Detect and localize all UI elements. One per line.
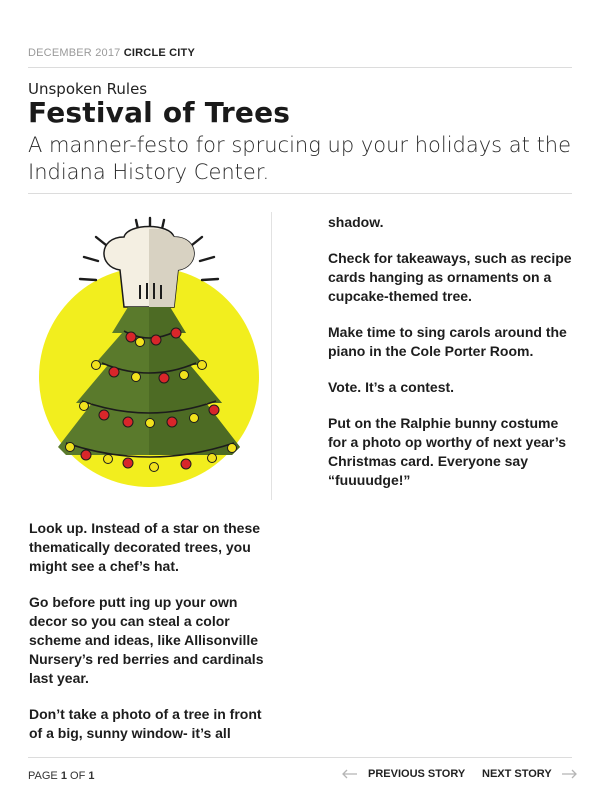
arrow-left-icon [341, 769, 358, 779]
previous-story-label: PREVIOUS STORY [368, 768, 466, 780]
body-paragraph: Look up. Instead of a star on these thematically decorated trees, you might see a chef’s hat. [29, 520, 261, 574]
body-paragraph: Go before putt ing up your own decor so you can steal a color scheme and ideas, like Allisonville Nursery’s red berries and cardinals last year. [29, 594, 264, 686]
header-divider [28, 67, 572, 68]
christmas-tree-chef-hat-illustration [36, 215, 262, 495]
page-total: 1 [88, 770, 95, 782]
article-column-left [29, 519, 269, 760]
body-paragraph: Vote. It’s a contest. [328, 379, 455, 395]
page-indicator [28, 770, 94, 782]
article-kicker: Unspoken Rules [28, 80, 148, 98]
tree-illustration-svg [36, 215, 262, 495]
footer-divider [28, 757, 572, 758]
previous-story-button[interactable] [341, 768, 465, 780]
page-current: 1 [60, 770, 67, 782]
article-dek: A manner-festo for sprucing up your holidays at the Indiana History Center. [28, 133, 572, 184]
next-story-button[interactable] [482, 768, 578, 780]
body-paragraph: Don’t take a photo of a tree in front of a big, sunny window- it’s all [29, 706, 262, 741]
issue-header [28, 47, 195, 59]
article-column-right [328, 213, 578, 507]
section-name: CIRCLE CITY [123, 47, 196, 59]
page-of: OF [70, 770, 86, 782]
page-prefix: PAGE [28, 770, 58, 782]
column-divider [271, 212, 272, 500]
title-divider [28, 193, 572, 194]
body-paragraph: shadow. [328, 214, 384, 230]
issue-date: DECEMBER 2017 [28, 47, 121, 59]
next-story-label: NEXT STORY [482, 768, 552, 780]
body-paragraph: Check for takeaways, such as recipe cards hanging as ornaments on a cupcake-themed tree. [328, 250, 572, 304]
article-title: Festival of Trees [28, 96, 291, 129]
body-paragraph: Make time to sing carols around the piano in the Cole Porter Room. [328, 324, 567, 359]
body-paragraph: Put on the Ralphie bunny costume for a photo op worthy of next year’s Christmas card. Everyone say “fuuuudge!” [328, 415, 567, 488]
arrow-right-icon [561, 769, 578, 779]
